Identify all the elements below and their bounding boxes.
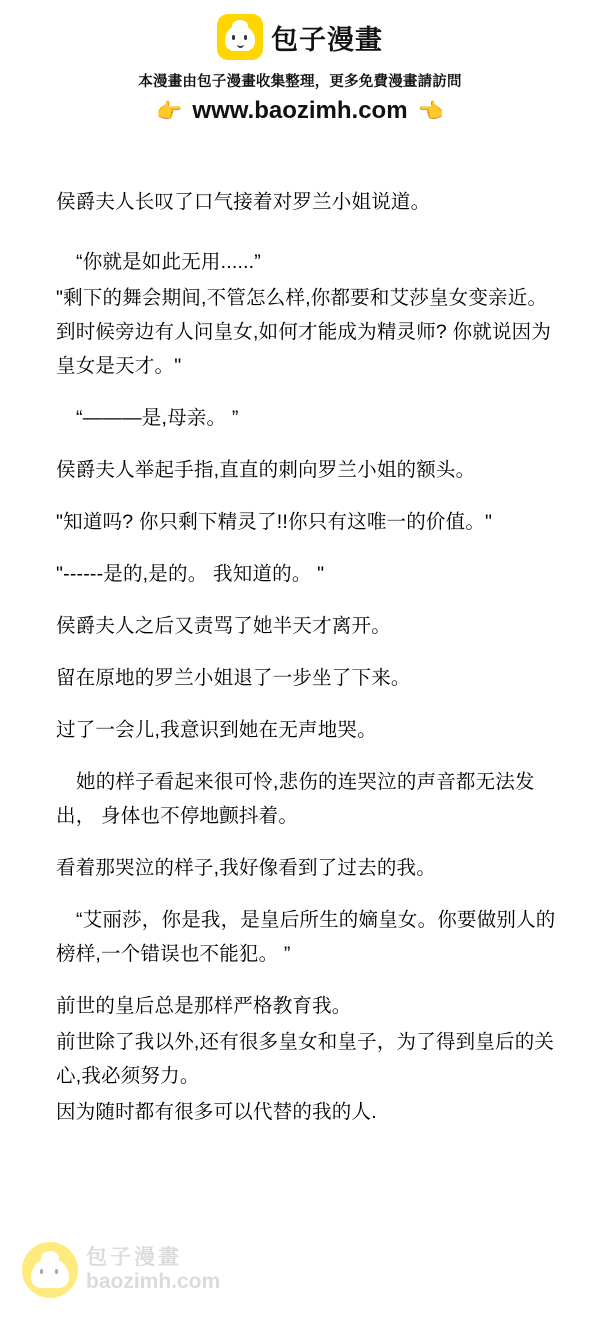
story-content <box>0 185 600 1147</box>
watermark <box>22 1242 220 1298</box>
watermark-cn: 包子漫畫 <box>86 1245 182 1269</box>
paragraph: 侯爵夫人长叹了口气接着对罗兰小姐说道。 <box>56 191 431 213</box>
brand-row <box>0 14 600 60</box>
watermark-en: baozimh.com <box>86 1270 221 1293</box>
watermark-baozi-icon <box>22 1242 78 1298</box>
paragraph: 留在原地的罗兰小姐退了一步坐了下来。 <box>56 667 411 689</box>
brand-title: 包子漫畫 <box>271 24 383 55</box>
header-url-row[interactable] <box>0 97 600 125</box>
paragraph: 她的样子看起来很可怜,悲伤的连哭泣的声音都无法发出， 身体也不停地颤抖着。 <box>56 771 535 827</box>
header-notice: 本漫畫由包子漫畫收集整理，更多免費漫畫請訪問 <box>138 74 462 90</box>
paragraph: “艾丽莎，你是我，是皇后所生的嫡皇女。你要做别人的榜样,一个错误也不能犯。 ” <box>56 909 556 965</box>
paragraph: 过了一会儿,我意识到她在无声地哭。 <box>56 719 377 741</box>
paragraph: “———是,母亲。 ” <box>76 407 239 429</box>
pointing-right-hand-icon: 👉 <box>156 99 183 123</box>
paragraph: 看着那哭泣的样子,我好像看到了过去的我。 <box>56 857 436 879</box>
paragraph: "------是的,是的。 我知道的。 " <box>56 563 325 585</box>
paragraph: "剩下的舞会期间,不管怎么样,你都要和艾莎皇女变亲近。到时候旁边有人问皇女,如何才能成为精灵师? 你就说因为皇女是天才。" <box>56 287 552 377</box>
paragraph: 侯爵夫人之后又责骂了她半天才离开。 <box>56 615 391 637</box>
paragraph: 前世除了我以外,还有很多皇女和皇子，为了得到皇后的关心,我必须努力。 <box>56 1031 555 1087</box>
paragraph: 前世的皇后总是那样严格教育我。 <box>56 995 352 1017</box>
paragraph: “你就是如此无用......” <box>76 251 261 273</box>
paragraph: "知道吗? 你只剩下精灵了!!你只有这唯一的价值。" <box>56 511 493 533</box>
paragraph: 因为随时都有很多可以代替的我的人. <box>56 1101 377 1123</box>
paragraph: 侯爵夫人举起手指,直直的刺向罗兰小姐的额头。 <box>56 459 476 481</box>
baozi-logo-icon <box>217 14 263 60</box>
pointing-left-hand-icon: 👈 <box>417 99 444 123</box>
site-url[interactable]: www.baozimh.com <box>192 97 408 124</box>
watermark-text <box>86 1246 220 1294</box>
site-header <box>0 0 600 125</box>
